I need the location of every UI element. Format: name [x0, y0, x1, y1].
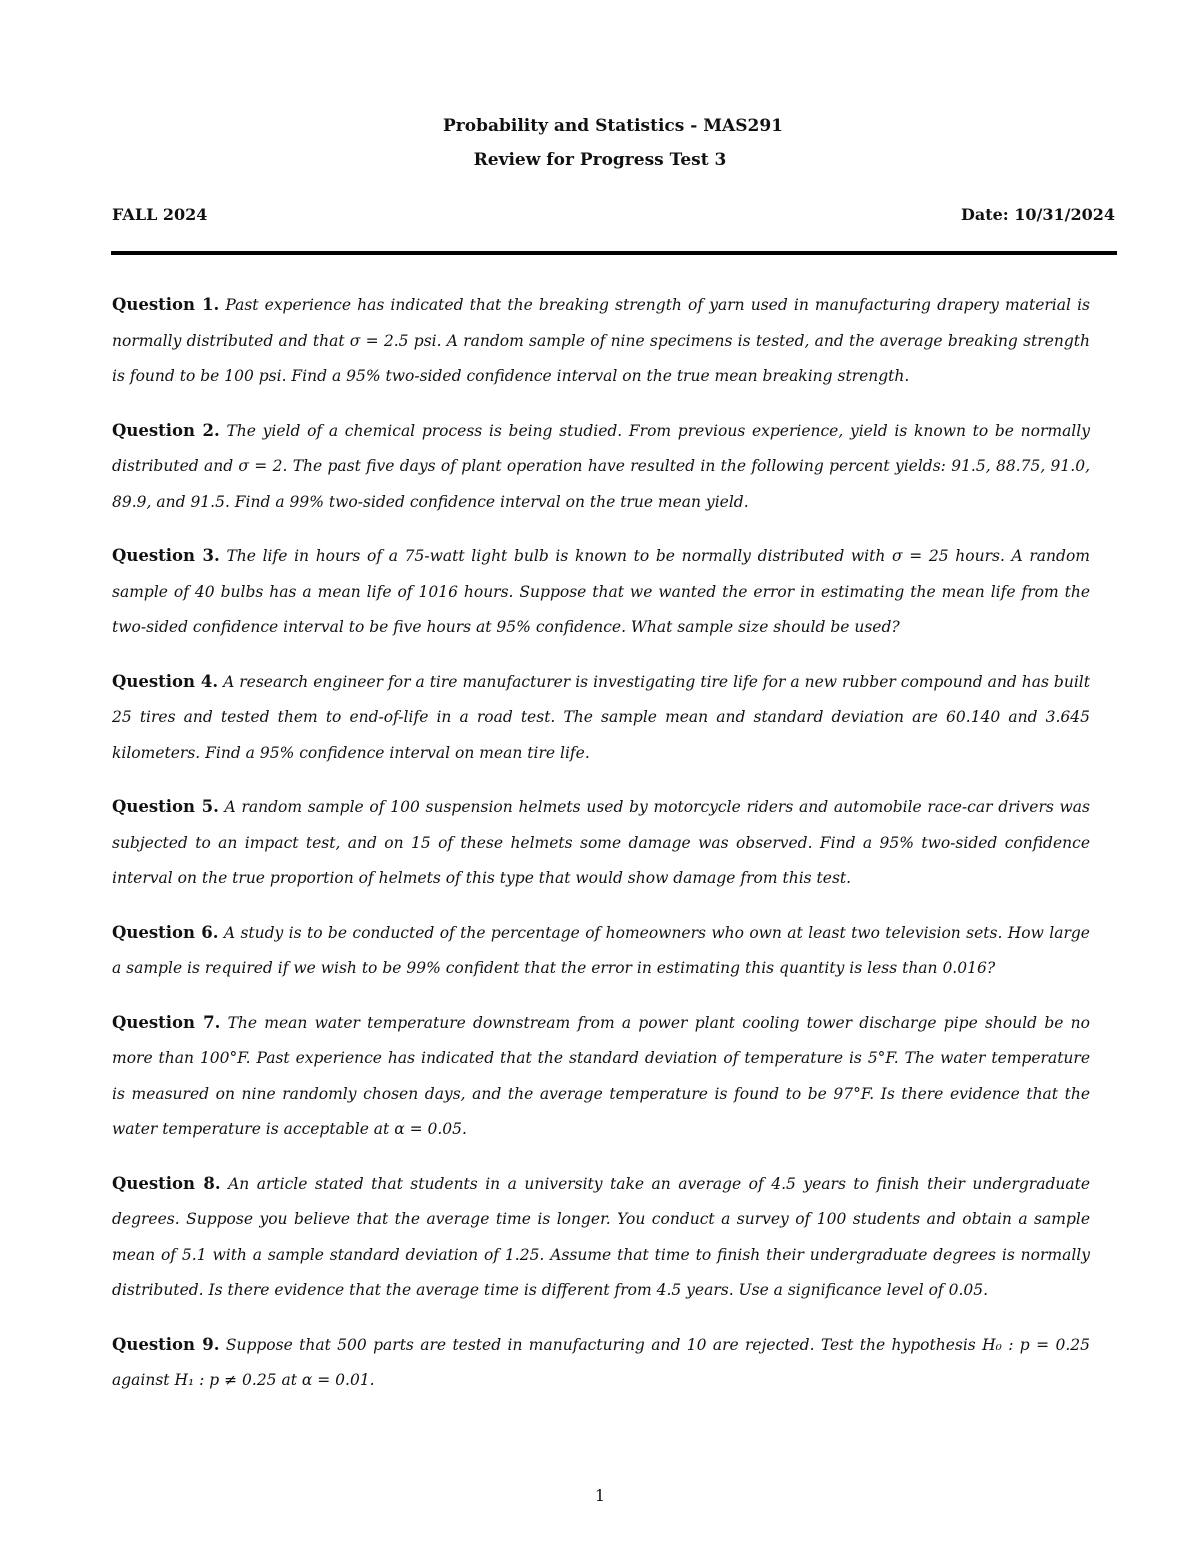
question-list [112, 287, 1090, 1417]
document-title: Probability and Statistics - MAS291 [443, 116, 783, 136]
question-label: Question 2. [112, 420, 220, 440]
header-divider [111, 251, 1117, 255]
question-3 [112, 538, 1090, 646]
question-5 [112, 789, 1090, 897]
date-label: Date: 10/31/2024 [960, 205, 1115, 224]
question-9 [112, 1327, 1090, 1399]
question-text: An article stated that students in a university take an average of 4.5 years to finish their undergraduate degrees. Suppose you believe that the average time is longer. You conduct a survey of 100 students and obtain a sample mean of 5.1 with a sample standard deviation of 1.25. Assume that time to finish their undergraduate degrees is normally distributed. Is there evidence that the average time is different from 4.5 years. Use a significance level of 0.05. [112, 1174, 1090, 1299]
question-1 [112, 287, 1090, 395]
question-label: Question 8. [112, 1173, 221, 1193]
question-8 [112, 1166, 1090, 1309]
question-text: The yield of a chemical process is being studied. From previous experience, yield is known to be normally distributed and σ = 2. The past five days of plant operation have resulted in the following percent yields: 91.5, 88.75, 91.0, 89.9, and 91.5. Find a 99% two-sided confidence interval on the true mean yield. [112, 421, 1090, 511]
question-2 [112, 413, 1090, 521]
question-7 [112, 1005, 1090, 1148]
question-label: Question 6. [112, 922, 219, 942]
question-text: The life in hours of a 75-watt light bulb is known to be normally distributed with σ = 25 hours. A random sample of 40 bulbs has a mean life of 1016 hours. Suppose that we wanted the error in estimating the mean life from the two-sided confidence interval to be five hours at 95% confidence. What sample size should be used? [112, 547, 1090, 636]
question-text: A random sample of 100 suspension helmets used by motorcycle riders and automobile race-car drivers was subjected to an impact test, and on 15 of these helmets some damage was observed. Find a 95% two-sided confidence interval on the true proportion of helmets of this type that would show damage from this test. [112, 798, 1090, 887]
page-number: 1 [594, 1486, 606, 1505]
question-label: Question 7. [112, 1012, 221, 1032]
document-subtitle: Review for Progress Test 3 [473, 150, 727, 170]
question-4 [112, 664, 1090, 772]
question-6 [112, 915, 1090, 987]
question-text: Suppose that 500 parts are tested in manufacturing and 10 are rejected. Test the hypothesis H₀ : p = 0.25 against H₁ : p ≠ 0.25 at α = 0.01. [112, 1335, 1090, 1389]
question-label: Question 3. [112, 546, 220, 565]
question-label: Question 9. [112, 1334, 220, 1354]
question-label: Question 4. [112, 671, 219, 691]
question-text: Past experience has indicated that the breaking strength of yarn used in manufacturing drapery material is normally distributed and that σ = 2.5 psi. A random sample of nine specimens is tested, and the average breaking strength is found to be 100 psi. Find a 95% two-sided confidence interval on the true mean breaking strength. [112, 296, 1090, 385]
question-text: A research engineer for a tire manufacturer is investigating tire life for a new rubber compound and has built 25 tires and tested them to end-of-life in a road test. The sample mean and standard deviation are 60.140 and 3.645 kilometers. Find a 95% confidence interval on mean tire life. [112, 672, 1090, 762]
term-label: FALL 2024 [112, 205, 208, 224]
question-text: A study is to be conducted of the percentage of homeowners who own at least two television sets. How large a sample is required if we wish to be 99% confident that the error in estimating this quantity is less than 0.016? [112, 923, 1090, 977]
question-text: The mean water temperature downstream from a power plant cooling tower discharge pipe should be no more than 100°F. Past experience has indicated that the standard deviation of temperature is 5°F. The water temperature is measured on nine randomly chosen days, and the average temperature is found to be 97°F. Is there evidence that the water temperature is acceptable at α = 0.05. [112, 1013, 1090, 1138]
question-label: Question 5. [112, 797, 219, 816]
question-label: Question 1. [112, 295, 220, 314]
